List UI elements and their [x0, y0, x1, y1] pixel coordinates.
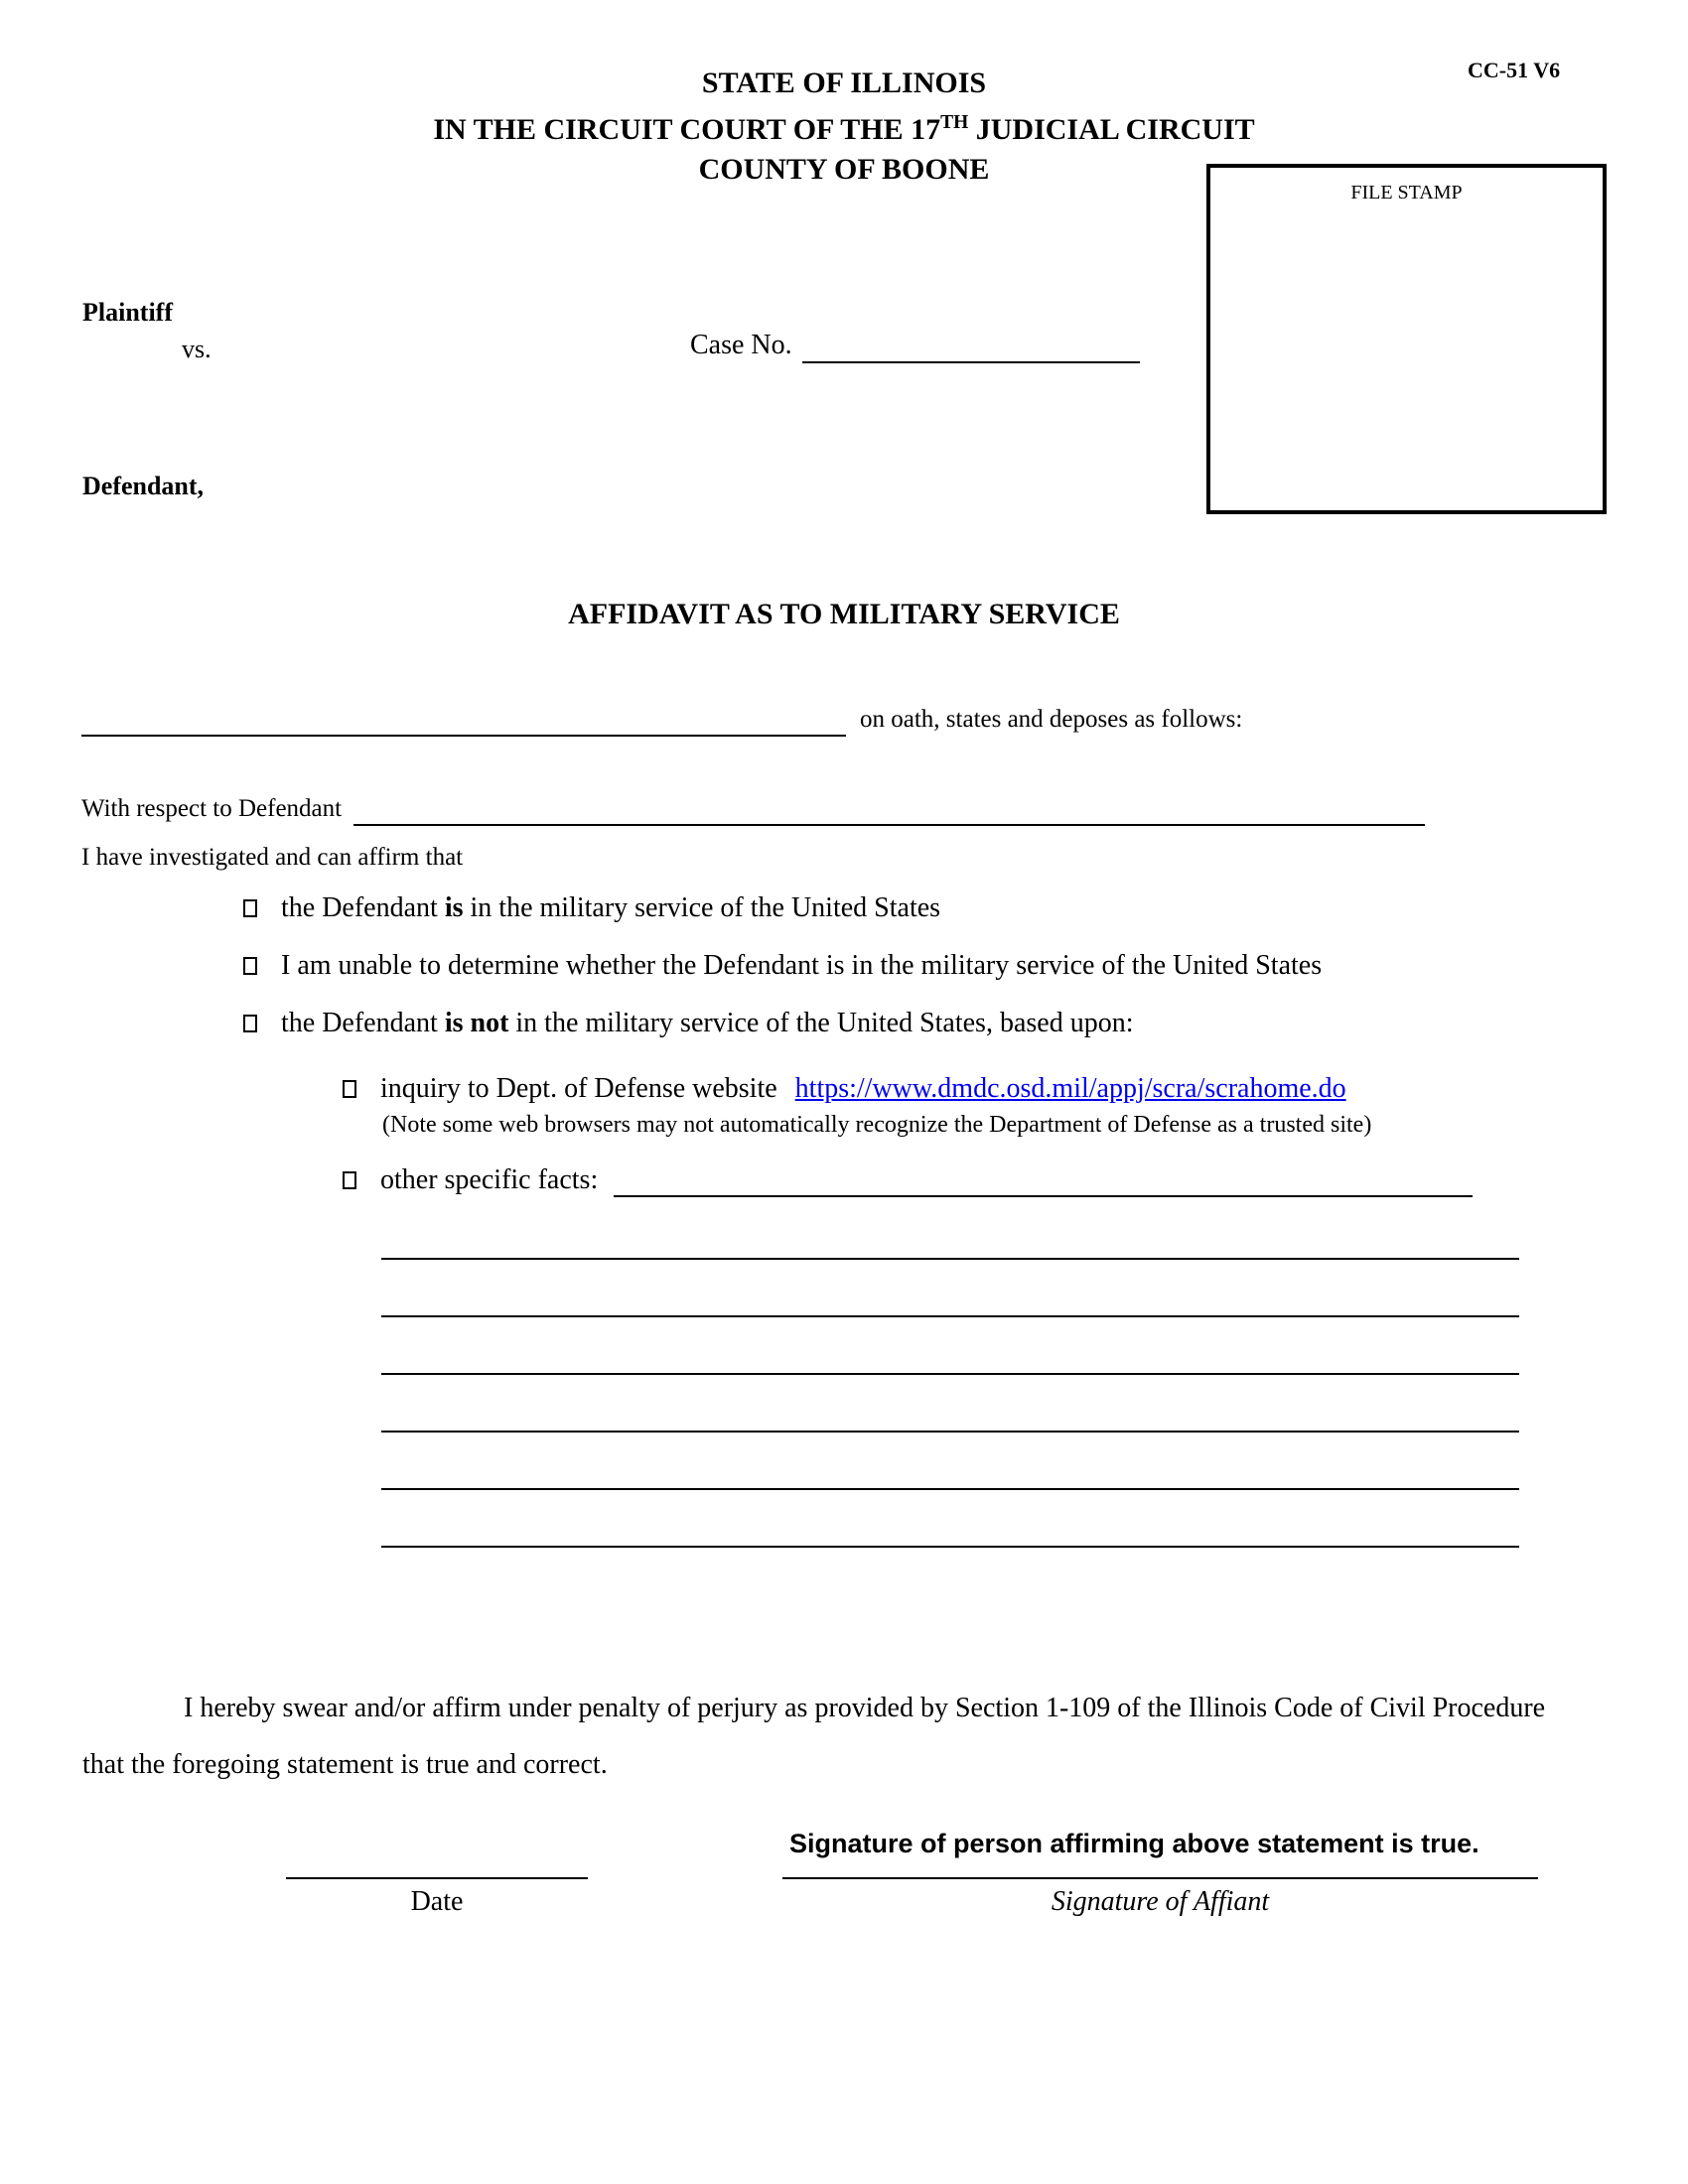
- file-stamp-label: FILE STAMP: [1350, 182, 1463, 204]
- option-dod-inquiry-label: inquiry to Dept. of Defense website: [380, 1073, 777, 1104]
- with-respect-label: With respect to Defendant: [81, 795, 343, 822]
- affiant-name-field[interactable]: [81, 703, 846, 737]
- option-defendant-is-not-post: in the military service of the United States, based upon:: [508, 1008, 1134, 1038]
- option-defendant-is-not-pre: the Defendant: [281, 1008, 445, 1038]
- additional-facts-line-1[interactable]: [381, 1258, 1519, 1260]
- additional-facts-line-5[interactable]: [381, 1488, 1519, 1490]
- browser-note: (Note some web browsers may not automatically recognize the Department of Defense as a trusted site): [382, 1112, 1372, 1138]
- option-defendant-is-not: [243, 1007, 1133, 1040]
- form-title: AFFIDAVIT AS TO MILITARY SERVICE: [568, 598, 1120, 630]
- dod-website-link[interactable]: https://www.dmdc.osd.mil/appj/scra/scrahome.do: [794, 1073, 1346, 1104]
- option-other-facts-label: other specific facts:: [380, 1164, 599, 1195]
- header-court-line: [0, 103, 1688, 150]
- option-defendant-is-bold: is: [444, 892, 464, 923]
- checkbox-defendant-is[interactable]: [243, 899, 257, 917]
- with-respect-row: [81, 792, 1425, 826]
- perjury-affirmation-paragraph: I hereby swear and/or affirm under penalty of perjury as provided by Section 1-109 of the Illinois Code of Civil Procedure that the foregoing statement is true and correct.: [82, 1693, 1546, 1780]
- option-defendant-is-not-text: [281, 1007, 1133, 1040]
- defendant-name-field[interactable]: [353, 792, 1425, 826]
- investigated-line: I have investigated and can affirm that: [81, 844, 464, 871]
- case-no-label: Case No.: [690, 330, 792, 360]
- header-court-pre: IN THE CIRCUIT COURT OF THE 17: [433, 113, 941, 146]
- option-unable-to-determine-text: I am unable to determine whether the Defendant is in the military service of the United States: [281, 950, 1323, 981]
- option-defendant-is: [243, 891, 940, 925]
- checkbox-dod-inquiry[interactable]: [343, 1080, 356, 1098]
- file-stamp-box: [1206, 164, 1607, 514]
- other-facts-field[interactable]: [614, 1165, 1473, 1197]
- additional-facts-line-2[interactable]: [381, 1315, 1519, 1317]
- additional-facts-line-4[interactable]: [381, 1431, 1519, 1433]
- option-defendant-is-pre: the Defendant: [281, 892, 445, 923]
- option-defendant-is-post: in the military service of the United States: [463, 892, 941, 923]
- case-no-field[interactable]: [802, 330, 1140, 363]
- option-unable-to-determine: [243, 949, 1322, 983]
- vs-label: vs.: [182, 335, 211, 363]
- oath-suffix-text: on oath, states and deposes as follows:: [860, 706, 1243, 733]
- checkbox-other-facts[interactable]: [343, 1171, 356, 1189]
- defendant-label: Defendant,: [82, 472, 205, 500]
- additional-facts-line-6[interactable]: [381, 1546, 1519, 1548]
- affiant-signature-label: Signature of Affiant: [1051, 1886, 1270, 1917]
- header-court-ordinal: TH: [940, 112, 969, 133]
- date-label: Date: [410, 1886, 464, 1917]
- option-defendant-is-text: [281, 891, 940, 925]
- option-other-facts: [343, 1163, 1473, 1197]
- checkbox-defendant-is-not[interactable]: [243, 1015, 257, 1032]
- header-state-line: STATE OF ILLINOIS: [701, 67, 987, 99]
- form-number: CC-51 V6: [1468, 58, 1561, 82]
- option-dod-inquiry: [343, 1072, 1346, 1106]
- signature-heading: Signature of person affirming above statement is true.: [789, 1829, 1479, 1858]
- affiant-signature-field[interactable]: [782, 1877, 1538, 1879]
- option-defendant-is-not-bold: is not: [444, 1008, 509, 1038]
- plaintiff-label: Plaintiff: [82, 298, 173, 327]
- checkbox-unable-to-determine[interactable]: [243, 957, 257, 975]
- date-field[interactable]: [286, 1877, 588, 1879]
- header-county-line: COUNTY OF BOONE: [698, 153, 990, 186]
- additional-facts-line-3[interactable]: [381, 1373, 1519, 1375]
- case-number-row: [690, 328, 1140, 363]
- header-court-post: JUDICIAL CIRCUIT: [968, 113, 1255, 146]
- oath-row: [81, 703, 1242, 737]
